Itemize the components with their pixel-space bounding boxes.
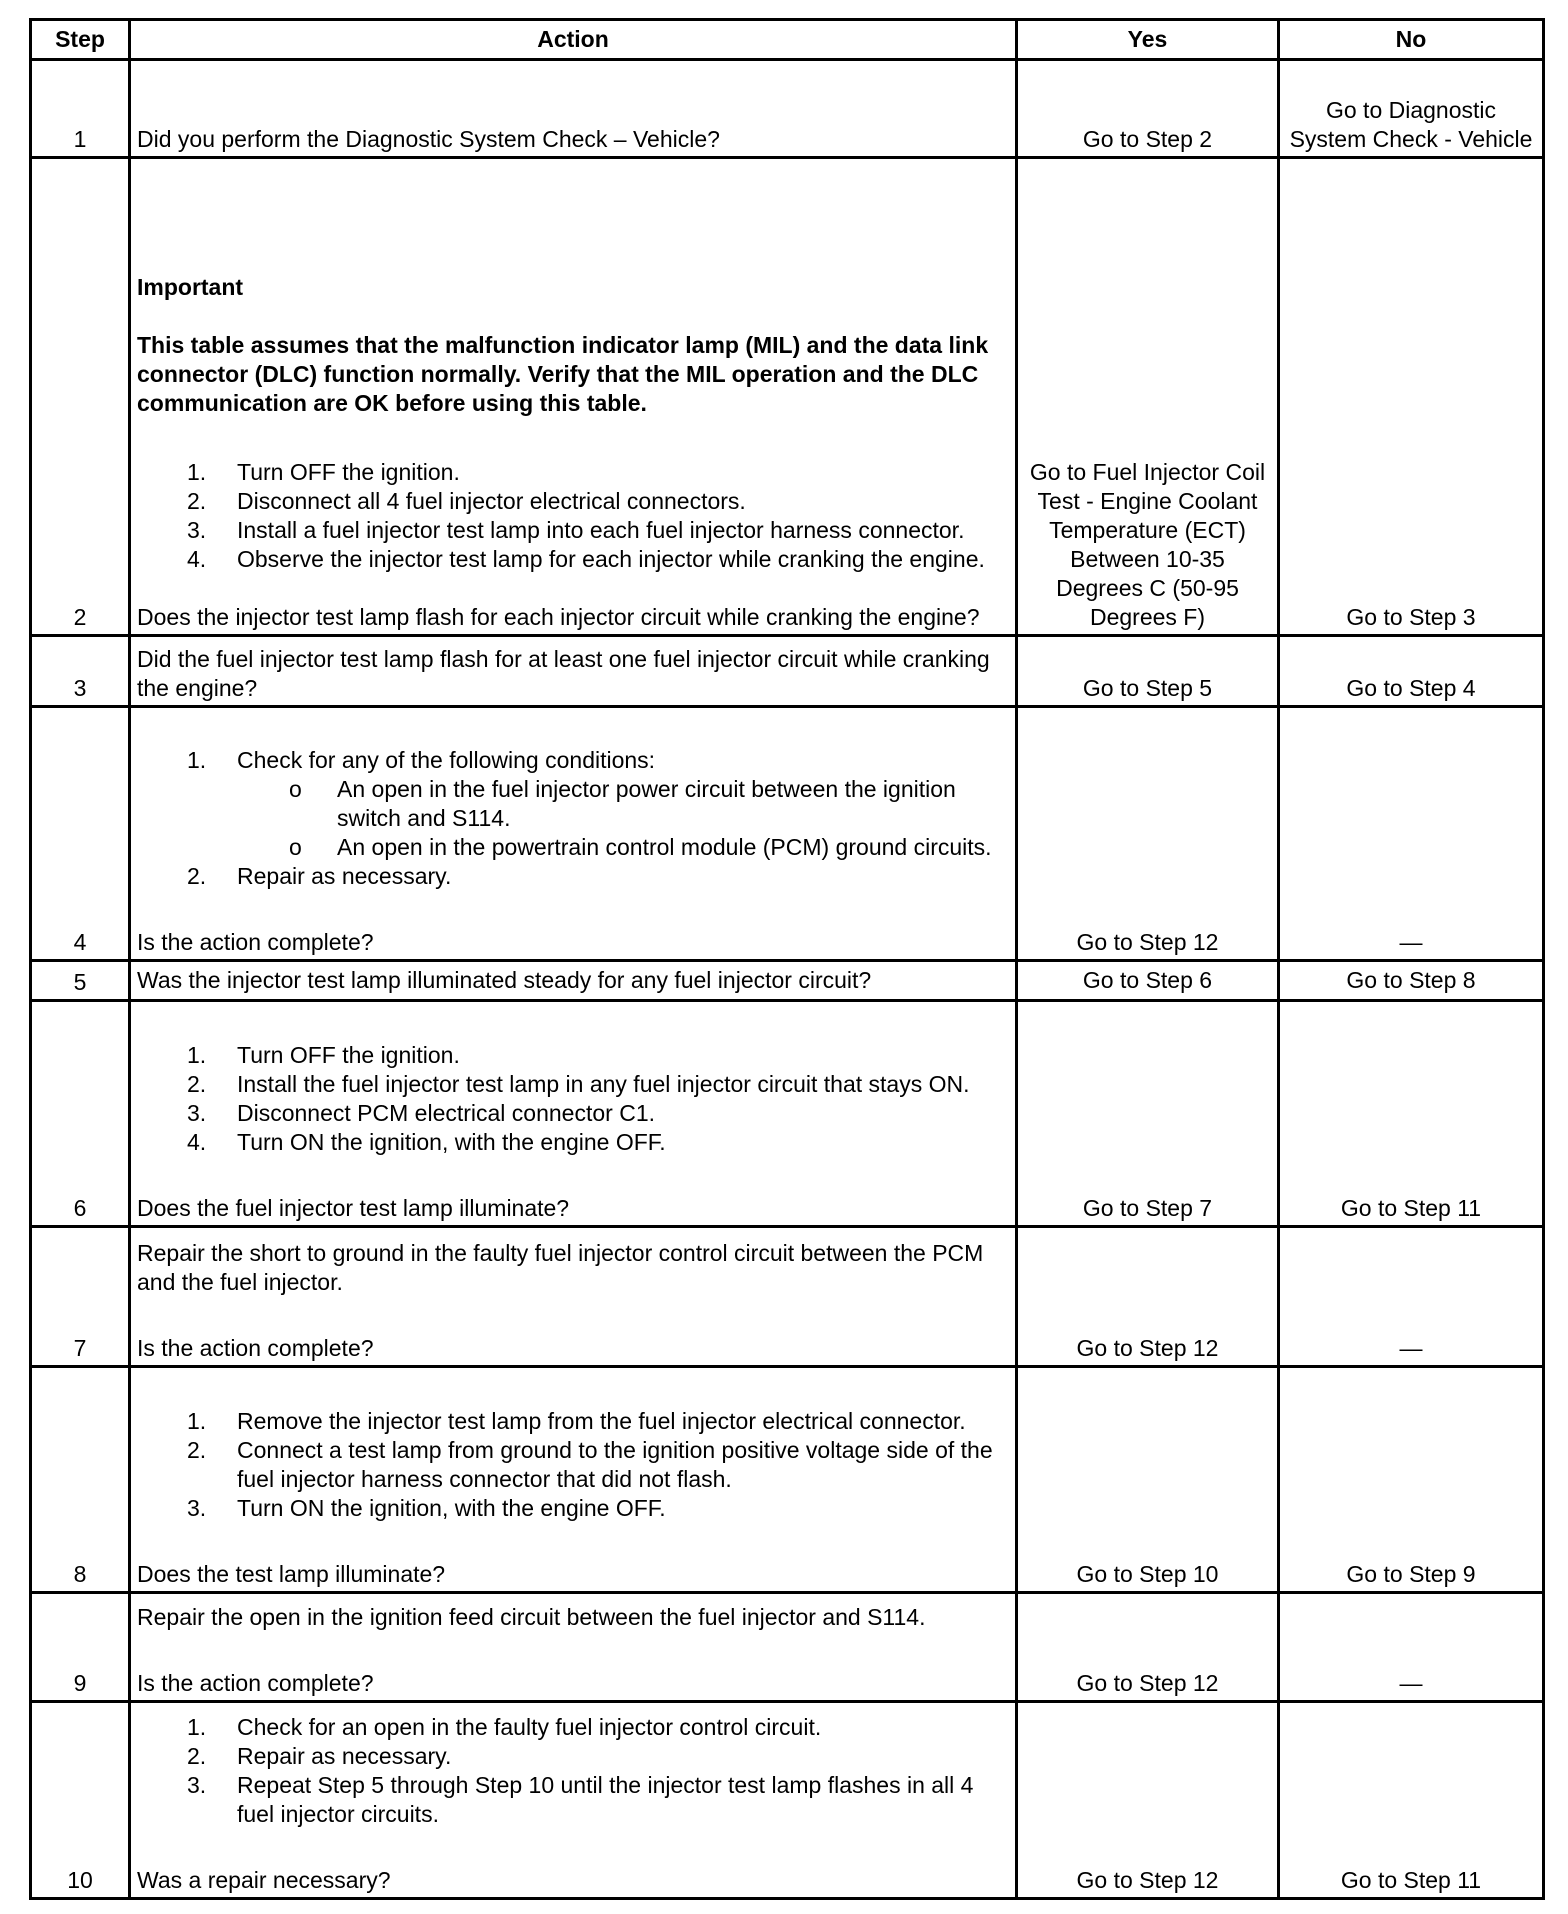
yes-cell: Go to Fuel Injector Coil Test - Engine Coolant Temperature (ECT) Between 10-35 Degrees C (50-95 Degrees F) <box>1017 158 1279 636</box>
step-number: 9 <box>31 1593 130 1702</box>
yes-cell: Go to Step 12 <box>1017 1593 1279 1702</box>
table-row <box>31 1702 1544 1899</box>
no-cell: Go to Step 11 <box>1279 1001 1544 1227</box>
action-cell <box>130 158 1017 636</box>
table-row <box>31 1367 1544 1593</box>
list-item: 4. Observe the injector test lamp for each injector while cranking the engine. <box>187 546 985 572</box>
procedure-list <box>137 458 1009 574</box>
action-cell <box>130 707 1017 961</box>
step-number: 4 <box>31 707 130 961</box>
sub-list <box>237 775 1009 862</box>
yes-cell: Go to Step 5 <box>1017 636 1279 707</box>
action-cell <box>130 1367 1017 1593</box>
table-row <box>31 1001 1544 1227</box>
list-item: 2. Connect a test lamp from ground to the ignition positive voltage side of the fuel injector harness connector that did not flash. <box>187 1437 993 1492</box>
yes-cell: Go to Step 2 <box>1017 60 1279 158</box>
list-item: 2. Repair as necessary. <box>187 863 452 889</box>
diagnostic-table <box>29 18 1545 1900</box>
list-item: 1. Check for any of the following conditions: o An open in the fuel injector power circuit between the ignition switch and S114. o An open in the powertrain control module (PCM) ground circuits. <box>137 746 1009 862</box>
action-question: Does the test lamp illuminate? <box>137 1561 446 1587</box>
step-number: 6 <box>31 1001 130 1227</box>
no-cell: Go to Diagnostic System Check - Vehicle <box>1279 60 1544 158</box>
procedure-list <box>137 746 1009 891</box>
list-item: 3. Repeat Step 5 through Step 10 until the injector test lamp flashes in all 4 fuel injector circuits. <box>187 1772 974 1827</box>
procedure-list <box>137 1041 1009 1157</box>
action-cell <box>130 636 1017 707</box>
yes-cell: Go to Step 7 <box>1017 1001 1279 1227</box>
no-cell: Go to Step 4 <box>1279 636 1544 707</box>
sub-list-item: o An open in the powertrain control module (PCM) ground circuits. <box>289 834 992 860</box>
list-item: 2. Install the fuel injector test lamp in any fuel injector circuit that stays ON. <box>187 1071 970 1097</box>
action-cell <box>130 1593 1017 1702</box>
action-question: Does the fuel injector test lamp illuminate? <box>137 1195 570 1221</box>
list-item: 2. Repair as necessary. <box>187 1743 452 1769</box>
action-question: Did you perform the Diagnostic System Check – Vehicle? <box>137 126 720 152</box>
action-cell <box>130 1001 1017 1227</box>
step-number: 3 <box>31 636 130 707</box>
action-question: Is the action complete? <box>137 1670 374 1696</box>
no-cell: — <box>1279 1227 1544 1367</box>
action-question: Did the fuel injector test lamp flash for at least one fuel injector circuit while cranking the engine? <box>137 646 990 701</box>
yes-cell: Go to Step 6 <box>1017 961 1279 1001</box>
list-item: 2. Disconnect all 4 fuel injector electrical connectors. <box>187 488 746 514</box>
important-text: This table assumes that the malfunction indicator lamp (MIL) and the data link connector (DLC) function normally. Verify that the MIL operation and the DLC communication are OK before using this table. <box>137 332 989 416</box>
no-cell: Go to Step 3 <box>1279 158 1544 636</box>
action-question: Does the injector test lamp flash for each injector circuit while cranking the engine? <box>137 604 980 630</box>
no-cell: Go to Step 11 <box>1279 1702 1544 1899</box>
action-cell <box>130 1702 1017 1899</box>
header-step: Step <box>31 20 130 60</box>
header-action: Action <box>130 20 1017 60</box>
table-row <box>31 636 1544 707</box>
action-question: Was a repair necessary? <box>137 1867 391 1893</box>
table-row <box>31 158 1544 636</box>
header-no: No <box>1279 20 1544 60</box>
action-text: Repair the short to ground in the faulty fuel injector control circuit between the PCM and the fuel injector. <box>137 1240 984 1295</box>
header-yes: Yes <box>1017 20 1279 60</box>
no-cell: Go to Step 9 <box>1279 1367 1544 1593</box>
action-question: Is the action complete? <box>137 929 374 955</box>
no-cell: — <box>1279 707 1544 961</box>
yes-cell: Go to Step 12 <box>1017 1702 1279 1899</box>
step-number: 8 <box>31 1367 130 1593</box>
yes-cell: Go to Step 12 <box>1017 1227 1279 1367</box>
list-item: 3. Turn ON the ignition, with the engine OFF. <box>187 1495 666 1521</box>
procedure-list <box>137 1713 1009 1829</box>
step-number: 7 <box>31 1227 130 1367</box>
yes-cell: Go to Step 10 <box>1017 1367 1279 1593</box>
header-row <box>31 20 1544 60</box>
yes-cell: Go to Step 12 <box>1017 707 1279 961</box>
table-row <box>31 961 1544 1001</box>
table-row <box>31 707 1544 961</box>
list-item: 1. Turn OFF the ignition. <box>187 1042 460 1068</box>
table-row <box>31 1227 1544 1367</box>
step-number: 5 <box>31 961 130 1001</box>
important-title: Important <box>137 274 244 300</box>
sub-list-item: o An open in the fuel injector power circuit between the ignition switch and S114. <box>289 776 956 831</box>
step-number: 2 <box>31 158 130 636</box>
list-item: 1. Check for an open in the faulty fuel injector control circuit. <box>187 1714 822 1740</box>
action-question: Is the action complete? <box>137 1335 374 1361</box>
action-text: Repair the open in the ignition feed circuit between the fuel injector and S114. <box>137 1604 926 1630</box>
list-item: 3. Install a fuel injector test lamp into each fuel injector harness connector. <box>187 517 965 543</box>
list-item: 3. Disconnect PCM electrical connector C1. <box>187 1100 655 1126</box>
no-cell: Go to Step 8 <box>1279 961 1544 1001</box>
procedure-list <box>137 1407 1009 1523</box>
list-item: 1. Turn OFF the ignition. <box>187 459 460 485</box>
step-number: 1 <box>31 60 130 158</box>
action-cell <box>130 961 1017 1001</box>
action-cell <box>130 1227 1017 1367</box>
action-question: Was the injector test lamp illuminated steady for any fuel injector circuit? <box>137 967 872 993</box>
table-row <box>31 60 1544 158</box>
no-cell: — <box>1279 1593 1544 1702</box>
action-cell <box>130 60 1017 158</box>
step-number: 10 <box>31 1702 130 1899</box>
list-item: 1. Remove the injector test lamp from the fuel injector electrical connector. <box>187 1408 966 1434</box>
table-row <box>31 1593 1544 1702</box>
list-item: 4. Turn ON the ignition, with the engine OFF. <box>187 1129 666 1155</box>
